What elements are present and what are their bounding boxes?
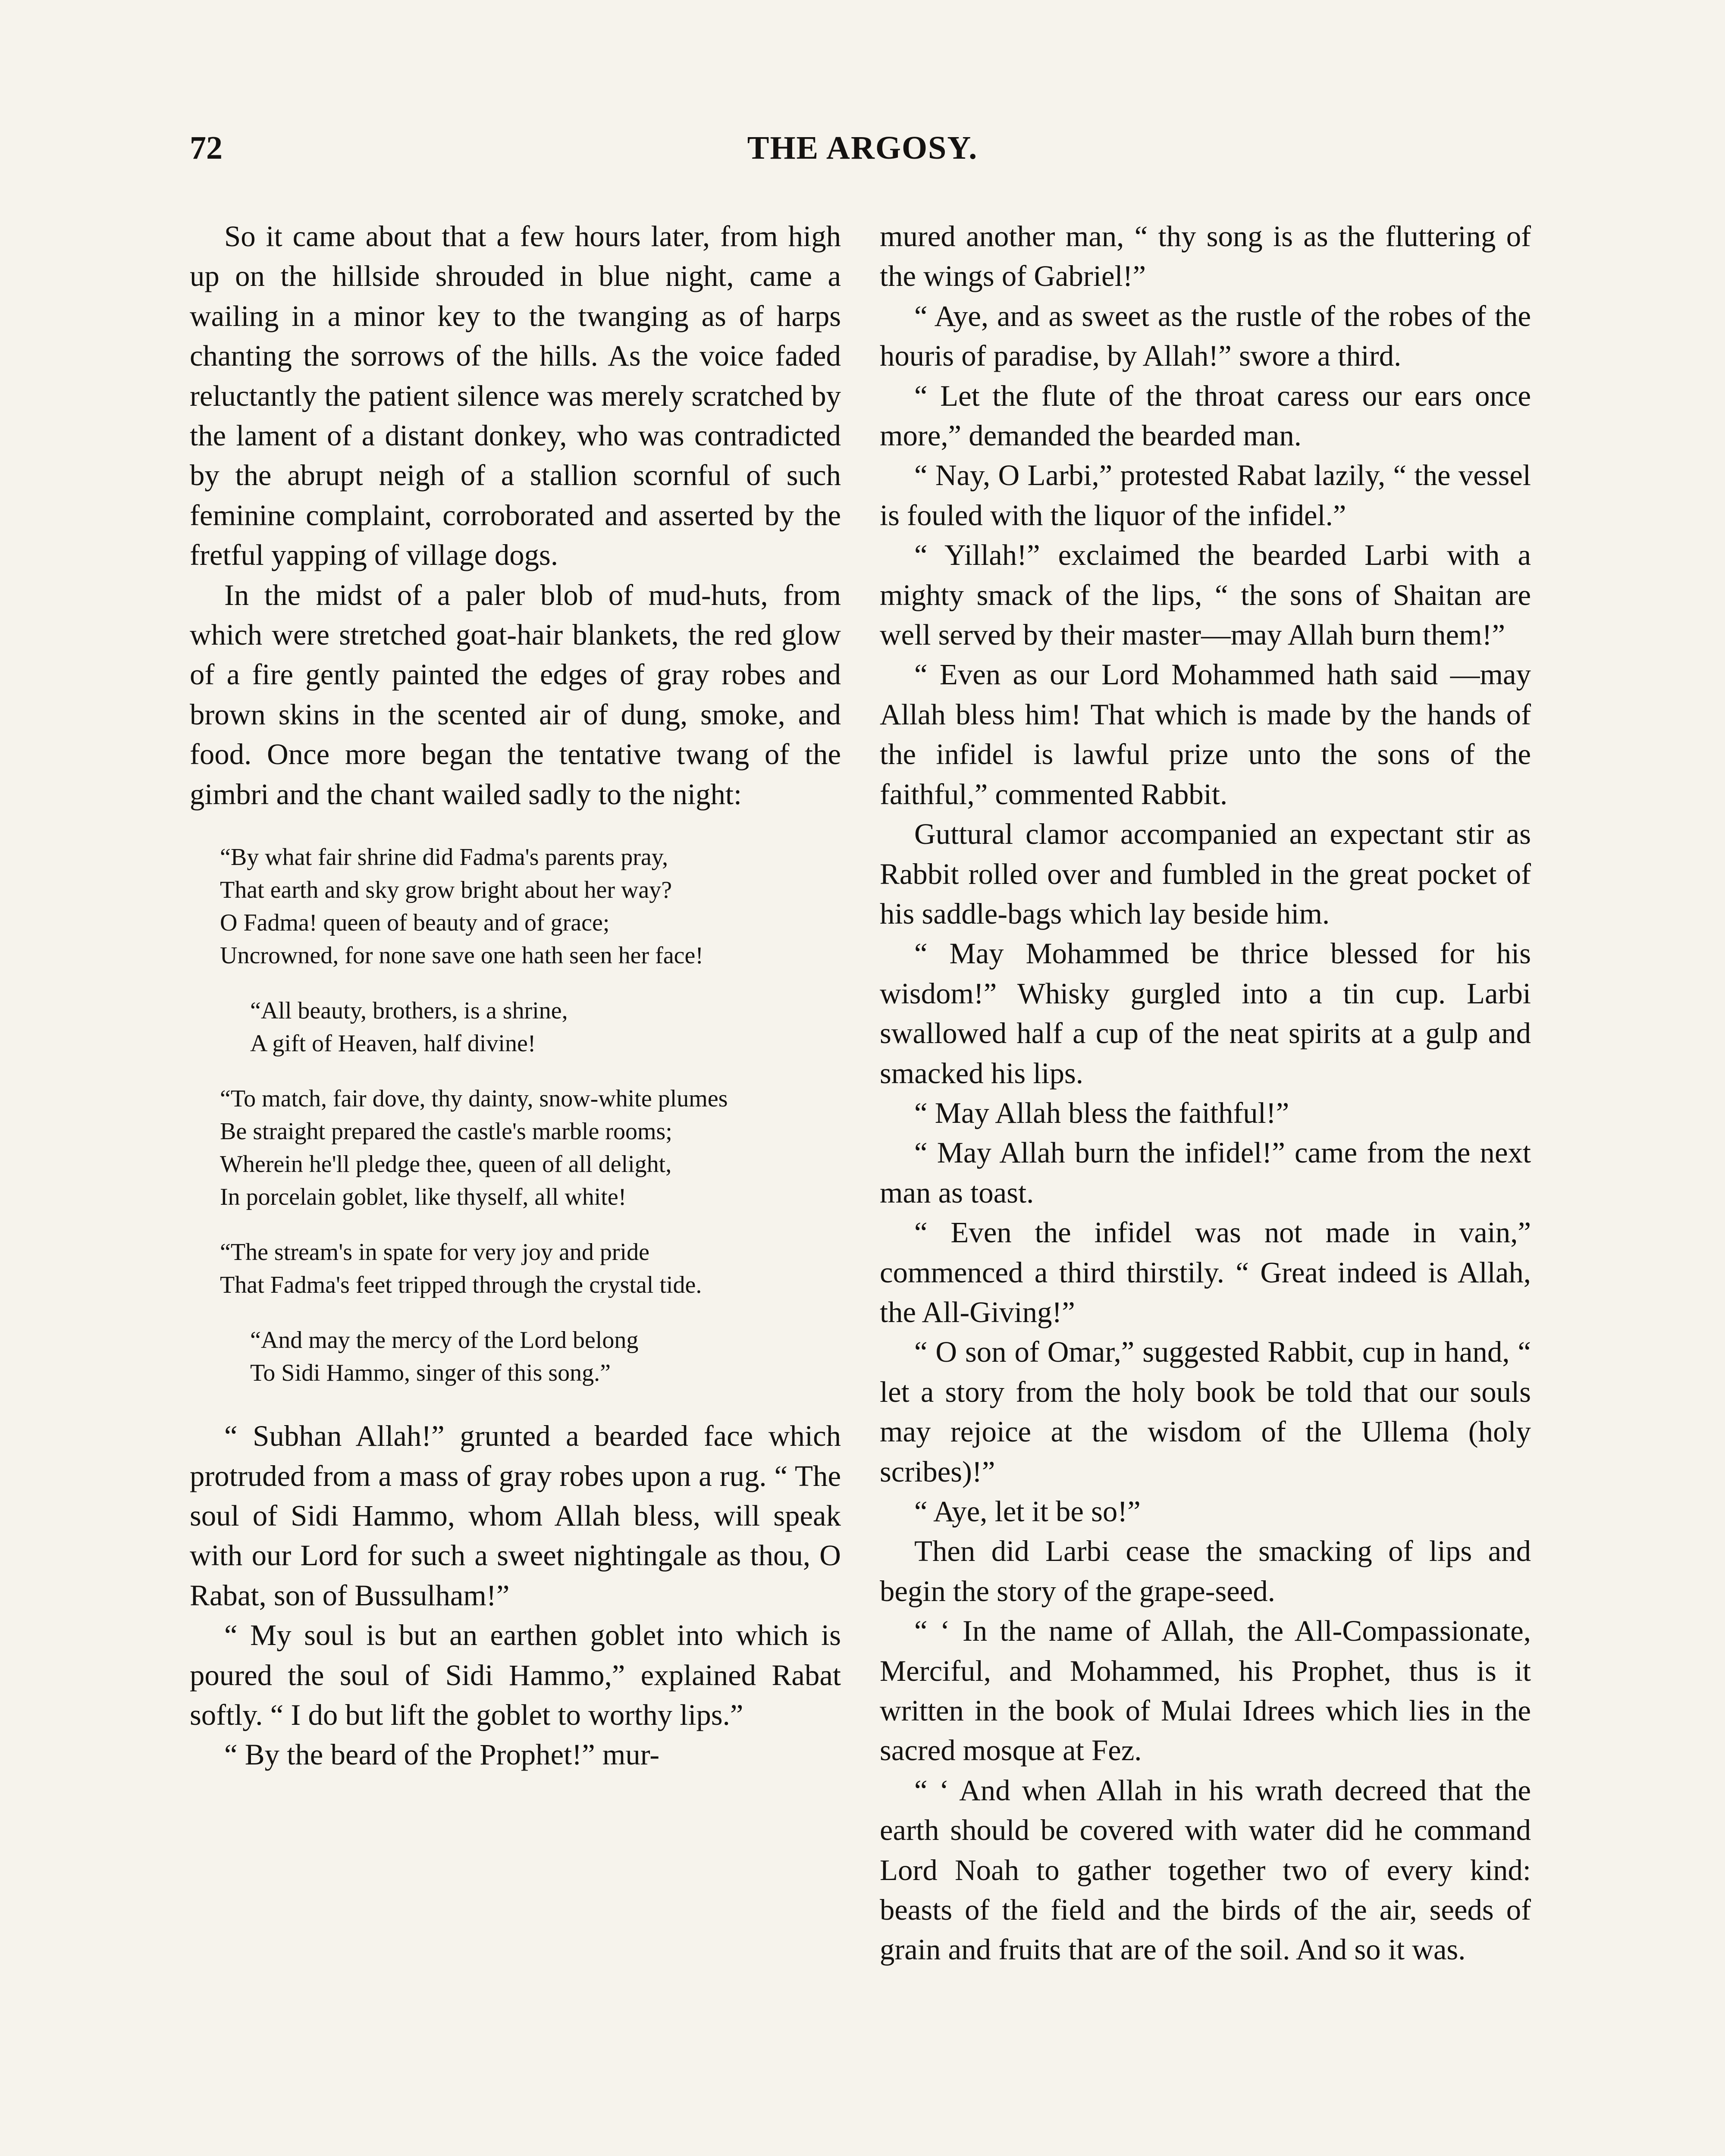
paragraph: “ May Allah burn the infidel!” came from the next man as toast. [880, 1136, 1531, 1209]
page-number: 72 [190, 130, 223, 166]
poem-line: That earth and sky grow bright about her way? [220, 877, 672, 904]
poem-stanza [220, 994, 841, 1060]
poem-stanza [220, 1324, 841, 1389]
paragraph: “ My soul is but an earthen goblet into which is poured the soul of Sidi Hammo,” explained Rabat softly. “ I do but lift the goblet to worthy lips.” [190, 1619, 841, 1731]
paragraph: “ ‘ In the name of Allah, the All-Compassionate, Merciful, and Mohammed, his Prophet, thus is it written in the book of Mulai Idrees which lies in the sacred mosque at Fez. [880, 1614, 1531, 1767]
running-title: THE ARGOSY. [747, 130, 978, 166]
poem-line: That Fadma's feet tripped through the crystal tide. [220, 1272, 702, 1299]
paragraph: “ By the beard of the Prophet!” mur- [224, 1738, 660, 1771]
poem-line: To Sidi Hammo, singer of this song.” [250, 1360, 611, 1387]
paragraph: “ Aye, and as sweet as the rustle of the robes of the houris of paradise, by Allah!” swore a third. [880, 299, 1531, 373]
paragraph: In the midst of a paler blob of mud-huts, from which were stretched goat-hair blankets, the red glow of a fire gently painted the edges of gray robes and brown skins in the scented air of dung, smoke, and food. Once more began the tentative twang of the gimbri and the chant wailed sadly to the night: [190, 578, 841, 811]
poem-stanza [220, 1236, 841, 1301]
paragraph: So it came about that a few hours later, from high up on the hillside shrouded in blue night, came a wailing in a minor key to the twanging as of harps chanting the sorrows of the hills. As the voice faded reluctantly the patient silence was merely scratched by the lament of a distant donkey, who was contradicted by the abrupt neigh of a stallion scornful of such feminine complaint, corroborated and asserted by the fretful yapping of village dogs. [190, 220, 841, 572]
page-header [190, 129, 1535, 181]
poem-line: “The stream's in spate for very joy and pride [220, 1239, 649, 1266]
poem-line: Uncrowned, for none save one hath seen her face! [220, 942, 704, 969]
poem-line: “All beauty, brothers, is a shrine, [250, 997, 568, 1025]
poem-stanza [220, 841, 841, 972]
poem-line: “To match, fair dove, thy dainty, snow-white plumes [220, 1085, 728, 1112]
paragraph: “ Subhan Allah!” grunted a bearded face which protruded from a mass of gray robes upon a rug. “ The soul of Sidi Hammo, whom Allah bless, will speak with our Lord for such a sweet nightingale as thou, O Rabat, son of Bussulham!” [190, 1420, 841, 1612]
paragraph: “ Yillah!” exclaimed the bearded Larbi with a mighty smack of the lips, “ the sons of Shaitan are well served by their master—may Allah burn them!” [880, 539, 1531, 652]
poem-line: Wherein he'll pledge thee, queen of all delight, [220, 1151, 672, 1178]
paragraph: Then did Larbi cease the smacking of lips and begin the story of the grape-seed. [880, 1535, 1531, 1608]
poem [220, 841, 841, 1389]
poem-line: O Fadma! queen of beauty and of grace; [220, 909, 610, 937]
paragraph: “ May Mohammed be thrice blessed for his wisdom!” Whisky gurgled into a tin cup. Larbi swallowed half a cup of the neat spirits at a gulp and smacked his lips. [880, 937, 1531, 1090]
paragraph: “ Even as our Lord Mohammed hath said —may Allah bless him! That which is made by the hands of the infidel is lawful prize unto the sons of the faithful,” commented Rabbit. [880, 658, 1531, 811]
right-column [880, 216, 1531, 2156]
paragraph: mured another man, “ thy song is as the fluttering of the wings of Gabriel!” [880, 220, 1531, 293]
poem-line: In porcelain goblet, like thyself, all white! [220, 1184, 627, 1211]
paragraph: “ Even the infidel was not made in vain,” commenced a third thirstily. “ Great indeed is Allah, the All-Giving!” [880, 1216, 1531, 1329]
paragraph: “ May Allah bless the faithful!” [914, 1096, 1289, 1129]
poem-line: “And may the mercy of the Lord belong [250, 1327, 639, 1354]
paragraph: “ ‘ And when Allah in his wrath decreed that the earth should be covered with water did he command Lord Noah to gather together two of every kind: beasts of the field and the birds of the air, seeds of grain and fruits that are of the soil. And so it was. [880, 1774, 1531, 1966]
paragraph: “ Nay, O Larbi,” protested Rabat lazily, “ the vessel is fouled with the liquor of the infidel.” [880, 459, 1531, 532]
poem-stanza [220, 1082, 841, 1213]
paragraph: “ Aye, let it be so!” [914, 1495, 1141, 1528]
poem-line: “By what fair shrine did Fadma's parents pray, [220, 844, 668, 871]
poem-line: Be straight prepared the castle's marble rooms; [220, 1118, 672, 1145]
paragraph: “ Let the flute of the throat caress our ears once more,” demanded the bearded man. [880, 379, 1531, 452]
left-column [190, 216, 841, 2156]
paragraph: Guttural clamor accompanied an expectant stir as Rabbit rolled over and fumbled in the great pocket of his saddle-bags which lay beside him. [880, 818, 1531, 930]
poem-line: A gift of Heaven, half divine! [250, 1030, 536, 1057]
paragraph: “ O son of Omar,” suggested Rabbit, cup in hand, “ let a story from the holy book be told that our souls may rejoice at the wisdom of the Ullema (holy scribes)!” [880, 1335, 1531, 1488]
